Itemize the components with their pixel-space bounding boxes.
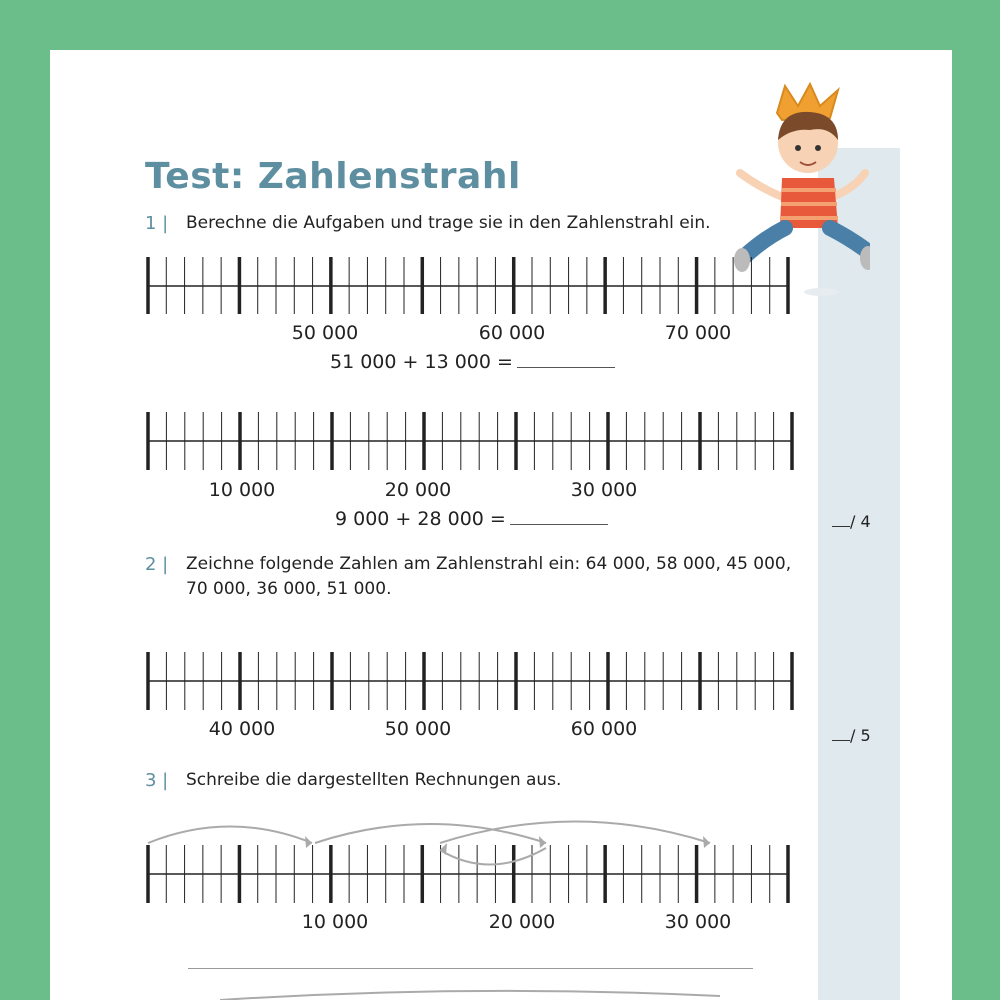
task-1-number: 1 | — [145, 213, 169, 234]
answer-blank-1b[interactable] — [510, 508, 608, 525]
answer-blank-1a[interactable] — [517, 351, 615, 368]
jump-arrow — [440, 822, 710, 844]
score-task-1 — [832, 512, 871, 531]
score-total: / 5 — [850, 726, 871, 745]
task-2-number: 2 | — [145, 554, 169, 575]
number-line-3-label: 30 000 — [664, 911, 732, 933]
equation-1a-text: 51 000 + 13 000 = — [330, 351, 513, 373]
equation-1a — [330, 351, 615, 373]
arrow-head — [305, 836, 312, 848]
answer-write-line[interactable] — [188, 968, 753, 969]
page-title: Test: Zahlenstrahl — [145, 156, 521, 197]
number-line-1b-label: 30 000 — [570, 479, 638, 501]
number-line-2-label: 40 000 — [208, 718, 276, 740]
number-line-1b-label: 10 000 — [208, 479, 276, 501]
number-line-2-label: 50 000 — [384, 718, 452, 740]
score-blank[interactable] — [832, 526, 850, 527]
number-line-1b-label: 20 000 — [384, 479, 452, 501]
task-3-number: 3 | — [145, 770, 169, 791]
arrow-head — [703, 836, 710, 848]
arrow-head — [539, 836, 546, 848]
equation-1b-text: 9 000 + 28 000 = — [335, 508, 506, 530]
score-blank[interactable] — [832, 740, 850, 741]
task-2-instruction-line-1: Zeichne folgende Zahlen am Zahlenstrahl ein: 64 000, 58 000, 45 000, — [186, 554, 792, 574]
number-line-1a-label: 70 000 — [664, 322, 732, 344]
worksheet — [50, 50, 952, 1000]
number-line-1a-label: 60 000 — [478, 322, 546, 344]
jump-arrow — [440, 848, 546, 865]
task-2-instruction-line-2: 70 000, 36 000, 51 000. — [186, 579, 392, 599]
number-line-3-label: 20 000 — [488, 911, 556, 933]
task-3-instruction: Schreibe die dargestellten Rechnungen aus. — [186, 770, 562, 790]
equation-1b — [335, 508, 608, 530]
number-line-2-label: 60 000 — [570, 718, 638, 740]
jump-arrow — [148, 827, 312, 844]
score-total: / 4 — [850, 512, 871, 531]
score-task-2 — [832, 726, 871, 745]
number-line-1a-label: 50 000 — [291, 322, 359, 344]
number-line-3-label: 10 000 — [301, 911, 369, 933]
partial-arrow-bottom — [210, 988, 730, 1000]
task-1-instruction: Berechne die Aufgaben und trage sie in den Zahlenstrahl ein. — [186, 213, 711, 233]
